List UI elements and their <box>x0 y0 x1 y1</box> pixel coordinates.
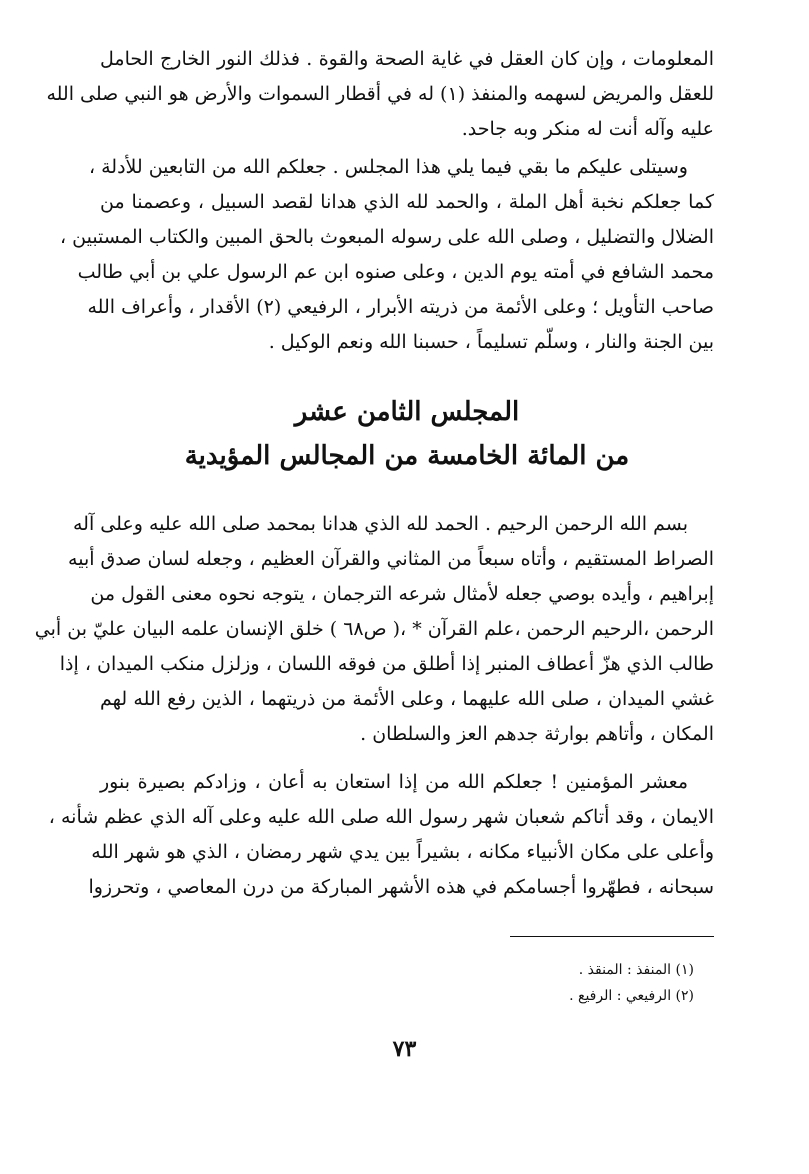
text-line: بسم الله الرحمن الرحيم . الحمد لله الذي هدانا بمحمد صلى الله عليه وعلى آله <box>73 513 688 535</box>
text-line: الايمان ، وقد أتاكم شعبان شهر رسول الله صلى الله عليه وعلى آله الذي عظم شأنه ، <box>48 806 714 828</box>
text-line: إبراهيم ، وأيده بوصي جعله لأمثال شرعه الترجمان ، يتوجه نحوه معنى القول من <box>90 583 714 605</box>
text-line: عليه وآله أنت له منكر وبه جاحد. <box>461 118 714 140</box>
text-line: معشر المؤمنين ! جعلكم الله من إذا استعان به أعان ، وزادكم بصيرة بنور <box>100 771 688 793</box>
paragraph-1 <box>46 42 714 147</box>
heading-line-1: المجلس الثامن عشر <box>294 397 520 427</box>
section-heading <box>100 390 714 478</box>
text-line: الضلال والتضليل ، وصلى الله على رسوله المبعوث بالحق المبين والكتاب المستبين ، <box>59 226 714 248</box>
text-line: للعقل والمريض لسهمه والمنفذ (١) له في أقطار السموات والأرض هو النبي صلى الله <box>46 83 714 105</box>
text-line: صاحب التأويل ؛ وعلى الأئمة من ذريته الأبرار ، الرفيعي (٢) الأقدار ، وأعراف الله <box>87 296 714 318</box>
paragraph-4 <box>48 765 714 905</box>
text-line: بين الجنة والنار ، وسلّم تسليماً ، حسبنا الله ونعم الوكيل . <box>268 331 714 353</box>
text-line: وأعلى على مكان الأنبياء مكانه ، بشيراً بين يدي شهر رمضان ، الذي هو شهر الله <box>91 841 714 863</box>
text-line: سبحانه ، فطهّروا أجسامكم في هذه الأشهر المباركة من درن المعاصي ، وتحرزوا <box>88 876 714 898</box>
text-line: الرحمن ،الرحيم الرحمن ،علم القرآن * ،( ص٦٨ ) خلق الإنسان علمه البيان عليّ بن أبي <box>34 618 714 640</box>
footnotes <box>100 957 714 1009</box>
text-line: وسيتلى عليكم ما بقي فيما يلي هذا المجلس . جعلكم الله من التابعين للأدلة ، <box>88 156 688 178</box>
text-line: غشي الميدان ، صلى الله عليهما ، وعلى الأئمة من ذريتهما ، الذين رفع الله لهم <box>100 688 714 710</box>
page-number: ٧٣ <box>392 1036 417 1062</box>
footnote: (١) المنفذ : المنقذ . <box>578 962 694 978</box>
heading-line-2: من المائة الخامسة من المجالس المؤيدية <box>184 441 630 471</box>
footnote-divider <box>510 936 714 937</box>
text-line: الصراط المستقيم ، وأتاه سبعاً من المثاني والقرآن العظيم ، وجعله لسان صدق أبيه <box>68 548 714 570</box>
text-line: المعلومات ، وإن كان العقل في غاية الصحة والقوة . فذلك النور الخارج الحامل <box>100 48 714 70</box>
paragraph-3 <box>34 507 714 752</box>
paragraph-2 <box>59 150 714 360</box>
text-line: محمد الشافع في أمته يوم الدين ، وعلى صنوه ابن عم الرسول علي بن أبي طالب <box>77 261 714 283</box>
text-line: كما جعلكم نخبة أهل الملة ، والحمد لله الذي هدانا لقصد السبيل ، وعصمنا من <box>100 191 714 213</box>
text-line: طالب الذي هزّ أعطاف المنبر إذا أطلق من فوقه اللسان ، وزلزل منكب الميدان ، إذا <box>59 653 714 675</box>
footnote: (٢) الرفيعي : الرفيع . <box>569 988 694 1004</box>
text-line: المكان ، وأتاهم بوارثة جدهم العز والسلطان . <box>360 723 714 745</box>
